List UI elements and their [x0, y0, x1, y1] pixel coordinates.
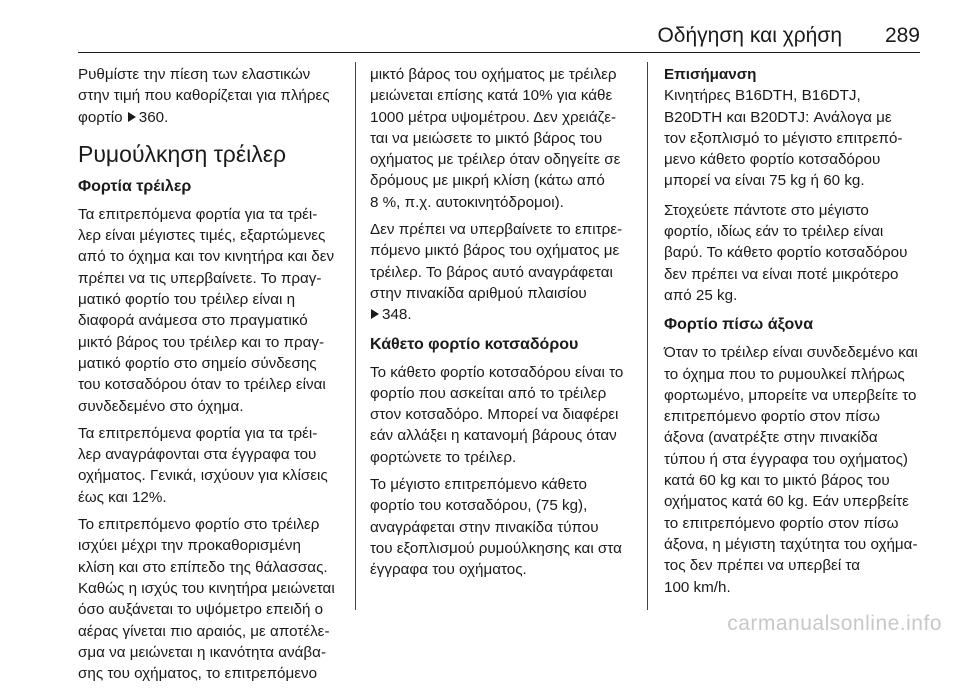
text-line: άξονα, η μέγιστη ταχύτητα του οχήμα-	[664, 535, 918, 553]
paragraph	[664, 342, 926, 598]
text-line: οχήματος κατά 60 kg. Εάν υπερβείτε	[664, 493, 909, 511]
text-line: ται να μειώσετε το μικτό βάρος του	[370, 129, 603, 147]
text-line: τρέιλερ. Το βάρος αυτό αναγράφεται	[370, 263, 613, 281]
text-line: κλίση και στο επίπεδο της θάλασσας.	[78, 558, 328, 576]
text-line: μπορεί να είναι 75 kg ή 60 kg.	[664, 172, 865, 190]
text-line: Το επιτρεπόμενο φορτίο στο τρέιλερ	[78, 516, 320, 534]
text-line: άξονα (ανατρέξτε στην πινακίδα	[664, 429, 878, 447]
text-line	[78, 107, 350, 128]
chapter-title: Οδήγηση και χρήση	[657, 24, 842, 47]
text-line: στην τιμή που καθορίζεται για πλήρες	[78, 87, 330, 105]
text-line: πόμενο μικτό βάρος του οχήματος με	[370, 242, 620, 260]
text-line: Δεν πρέπει να υπερβαίνετε το επιτρε-	[370, 221, 623, 239]
text-line: Κινητήρες B16DTH, B16DTJ,	[664, 87, 861, 105]
text-line: φορτίο	[78, 108, 127, 126]
text-line: τος δεν πρέπει να υπερβεί τα	[664, 557, 860, 575]
text-line: του κοτσαδόρου όταν το τρέιλερ είναι	[78, 376, 326, 394]
text-line: ματικό φορτίο στο σημείο σύνδεσης	[78, 354, 317, 372]
text-line: μενο κάθετο φορτίο κοτσαδόρου	[664, 151, 881, 169]
text-line: λερ είναι μέγιστες τιμές, εξαρτώμενες	[78, 227, 326, 245]
note-title: Επισήμανση	[664, 66, 757, 83]
text-line: ματικό φορτίο του τρέιλερ είναι η	[78, 291, 296, 309]
column-divider	[355, 62, 356, 610]
paragraph	[370, 219, 636, 325]
text-line	[370, 304, 636, 325]
paragraph	[78, 204, 350, 417]
column-2	[370, 64, 636, 587]
text-line: 100 km/h.	[664, 578, 731, 596]
text-line: το όχημα που το ρυμουλκεί πλήρως	[664, 365, 905, 383]
text-line: 1000 μέτρα υψομέτρου. Δεν χρειάζε-	[370, 108, 617, 126]
text-line: Ρυθμίστε την πίεση των ελαστικών	[78, 66, 311, 83]
text-line: Το μέγιστο επιτρεπόμενο κάθετο	[370, 476, 587, 494]
page-header	[0, 0, 960, 56]
text-line: από 25 kg.	[664, 286, 738, 304]
text-line: Τα επιτρεπόμενα φορτία για τα τρέι-	[78, 424, 318, 442]
text-line: διαφορά ανάμεσα στο πραγματικό	[78, 312, 308, 330]
text-line: όσο αυξάνεται το υψόμετρο επειδή ο	[78, 601, 324, 619]
text-line: έως και 12%.	[78, 488, 167, 506]
page-reference-link[interactable]: 360.	[138, 108, 169, 126]
text-line: επιτρεπόμενο φορτίο στον πίσω	[664, 408, 880, 426]
text-line: μικτό βάρος του τρέιλερ και το πραγ-	[78, 333, 325, 351]
paragraph	[78, 514, 350, 684]
subsection-title: Φορτία τρέιλερ	[78, 177, 192, 195]
text-line: τύπου ή στα έγγραφα του οχήματος)	[664, 450, 908, 468]
text-line: δεν πρέπει να είναι ποτέ μικρότερο	[664, 265, 899, 283]
text-line: B20DTH και B20DTJ: Ανάλογα με	[664, 108, 892, 126]
text-line: αέρας γίνεται πιο αραιός, με αποτέλε-	[78, 622, 330, 640]
arrow-right-icon	[371, 309, 379, 319]
text-line: δρόμους με μικρή κλίση (κάτω από	[370, 172, 605, 190]
watermark: carmanualsonline.info	[727, 612, 942, 635]
paragraph	[664, 200, 926, 306]
text-line: Τα επιτρεπόμενα φορτία για τα τρέι-	[78, 205, 318, 223]
text-line: μειώνεται επίσης κατά 10% για κάθε	[370, 87, 613, 105]
text-line: Στοχεύετε πάντοτε στο μέγιστο	[664, 201, 869, 219]
paragraph	[370, 362, 636, 468]
text-line: οχήματος. Γενικά, ισχύουν για κλίσεις	[78, 467, 328, 485]
text-line: στον κοτσαδόρο. Μπορεί να διαφέρει	[370, 406, 619, 424]
text-line: στην πινακίδα αριθμού πλαισίου	[370, 284, 587, 302]
page-number: 289	[884, 24, 920, 47]
header-rule	[78, 52, 920, 53]
paragraph	[370, 64, 636, 213]
text-line: εάν αλλάξει η κατανομή βάρους όταν	[370, 427, 617, 445]
paragraph	[78, 423, 350, 508]
arrow-right-icon	[128, 112, 136, 122]
text-line: από το όχημα και τον κινητήρα και δεν	[78, 248, 335, 266]
text-line: κατά 60 kg και το μικτό βάρος του	[664, 472, 890, 490]
text-line: Το κάθετο φορτίο κοτσαδόρου είναι το	[370, 363, 624, 381]
text-line: Καθώς η ισχύς του κινητήρα μειώνεται	[78, 579, 335, 597]
text-line: συνδεδεμένο στο όχημα.	[78, 397, 244, 415]
text-line: βαρύ. Το κάθετο φορτίο κοτσαδόρου	[664, 244, 908, 262]
text-line: το επιτρεπόμενο φορτίο στον πίσω	[664, 514, 899, 532]
text-line: πρέπει να τις υπερβαίνετε. Το πραγ-	[78, 269, 322, 287]
text-line: 8 %, π.χ. αυτοκινητόδρομοι).	[370, 193, 564, 211]
paragraph	[370, 474, 636, 580]
text-line: τον εξοπλισμό το μέγιστο επιτρεπό-	[664, 129, 903, 147]
column-divider	[647, 62, 648, 610]
column-3	[664, 64, 926, 604]
subsection-title: Φορτίο πίσω άξονα	[664, 316, 814, 334]
text-line: ισχύει μέχρι την προκαθορισμένη	[78, 537, 301, 555]
text-line: του εξοπλισμού ρυμούλκησης και στα	[370, 539, 622, 557]
text-line: λερ αναγράφονται στα έγγραφα του	[78, 446, 317, 464]
text-line: φορτώνετε το τρέιλερ.	[370, 448, 517, 466]
page-reference-link[interactable]: 348.	[382, 306, 412, 324]
text-line: Όταν το τρέιλερ είναι συνδεδεμένο και	[664, 344, 918, 362]
text-line: φορτίο που ασκείται από το τρέιλερ	[370, 384, 607, 402]
subsection-title: Κάθετο φορτίο κοτσαδόρου	[370, 335, 579, 353]
intro-paragraph	[78, 64, 350, 128]
text-line: μικτό βάρος του οχήματος με τρέιλερ	[370, 66, 617, 83]
text-line: φορτίο, ιδίως εάν το τρέιλερ είναι	[664, 223, 884, 241]
text-line: σης του οχήματος, το επιτρεπόμενο	[78, 665, 318, 683]
text-line: οχήματος με τρέιλερ όταν οδηγείτε σε	[370, 151, 621, 169]
text-line: σμα να μειώνεται η ικανότητα ανάβα-	[78, 643, 327, 661]
text-line: αναγράφεται στην πινακίδα τύπου	[370, 518, 599, 536]
text-line: φορτίο του κοτσαδόρου, (75 kg),	[370, 497, 588, 515]
section-title: Ρυμούλκηση τρέιλερ	[78, 140, 287, 167]
text-line: φορτωμένο, μπορείτε να υπερβείτε το	[664, 386, 917, 404]
column-1	[78, 64, 350, 690]
text-line: έγγραφα του οχήματος.	[370, 561, 527, 579]
note-box	[664, 64, 926, 192]
